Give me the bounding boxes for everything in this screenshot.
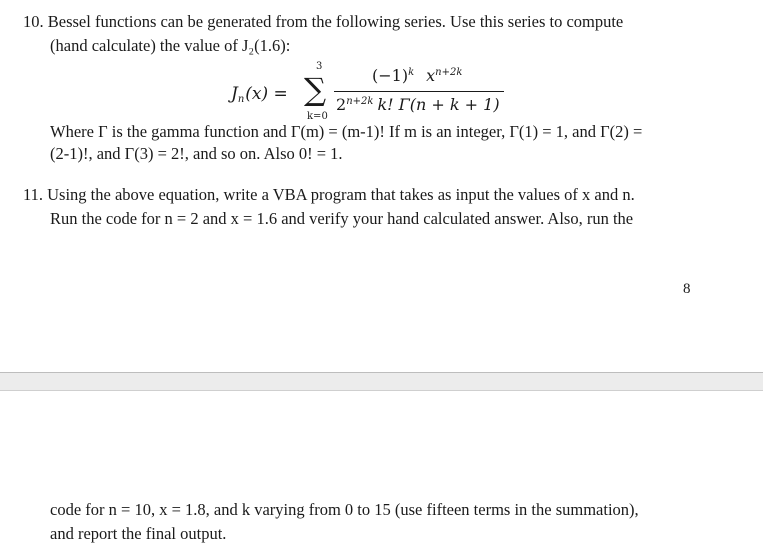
equation-lhs-argument: (x) = [245, 84, 288, 104]
denominator-base: 2 [336, 95, 347, 114]
sum-lower-limit: k=0 [307, 111, 328, 122]
q11-line-1: 11. Using the above equation, write a VBA program that takes as input the values of x and n. [23, 185, 635, 204]
gamma-definition-line-2: (2-1)!, and Γ(3) = 2!, and so on. Also 0! = 1. [50, 144, 343, 163]
q11-line-2: Run the code for n = 2 and x = 1.6 and verify your hand calculated answer. Also, run the [50, 209, 634, 228]
sum-upper-limit: 3 [316, 61, 323, 72]
summation-symbol: ∑ [304, 72, 327, 108]
page-break-separator [0, 372, 763, 391]
gamma-definition-line-1: Where Γ is the gamma function and Γ(m) = (m-1)! If m is an integer, Γ(1) = 1, and Γ(2) = [50, 122, 643, 141]
page-number: 8 [683, 281, 691, 297]
equation-lhs [231, 84, 288, 105]
numerator-x-exponent: n+2k [435, 67, 463, 78]
q11-continuation-line-2: and report the final output. [50, 524, 227, 543]
denominator-exponent: n+2k [346, 96, 374, 107]
q10-line-1: 10. Bessel functions can be generated from the following series. Use this series to compute [23, 12, 624, 31]
numerator-sign-term: (−1) [372, 66, 409, 85]
fraction-numerator [372, 66, 462, 85]
q10-line-2: (hand calculate) the value of J₂(1.6): [50, 36, 291, 55]
fraction-denominator [336, 95, 500, 114]
numerator-x: x [426, 66, 436, 85]
equation-lhs-subscript: n [237, 94, 245, 105]
q11-continuation-line-1: code for n = 10, x = 1.8, and k varying from 0 to 15 (use fifteen terms in the summation), [50, 500, 639, 519]
equation-lhs-function: J [231, 84, 238, 104]
denominator-rest: k! Γ(n + k + 1) [377, 95, 500, 114]
numerator-k-exponent: k [408, 67, 415, 78]
fraction-bar [334, 91, 504, 92]
